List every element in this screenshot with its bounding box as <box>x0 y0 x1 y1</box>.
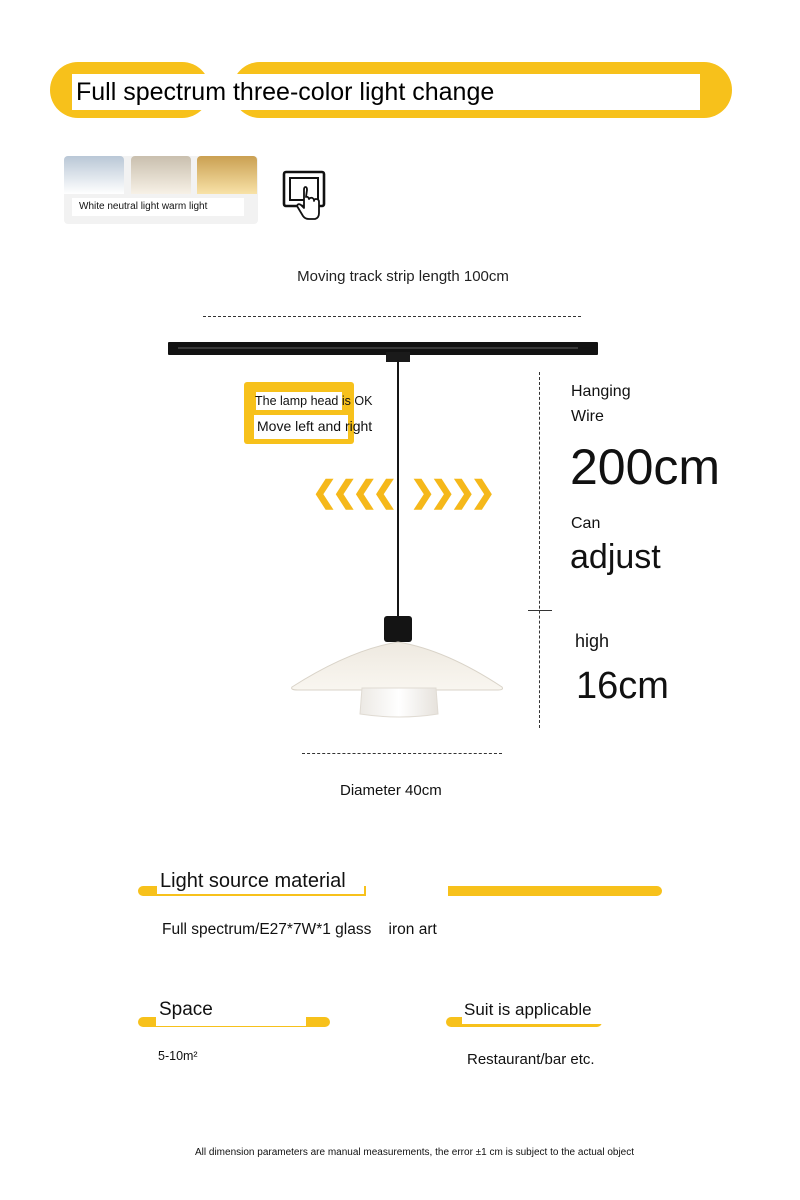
measurement-disclaimer: All dimension parameters are manual measurements, the error ±1 cm is subject to the actual object <box>195 1147 635 1158</box>
height-label: high <box>575 631 610 651</box>
diameter-dimension-line <box>302 753 502 754</box>
page-title: Full spectrum three-color light change <box>76 78 495 106</box>
adjust-label: adjust <box>570 538 661 576</box>
hanging-label-line-1: Hanging <box>571 383 631 400</box>
arrow-right-icon: ❯❯❯❯ <box>410 476 491 509</box>
color-mode-label: White neutral light warm light <box>79 201 208 212</box>
diameter-label: Diameter 40cm <box>340 782 442 799</box>
hanging-wire-length: 200cm <box>570 439 721 495</box>
white-light-swatch <box>64 156 124 194</box>
space-value: 5-10m² <box>158 1049 198 1063</box>
suit-title: Suit is applicable <box>464 1000 592 1019</box>
hanging-wire-dimension-tick <box>528 610 552 611</box>
warm-light-swatch <box>197 156 257 194</box>
hanging-wire-dimension-line <box>539 372 540 728</box>
height-value: 16cm <box>576 665 669 707</box>
light-source-value: Full spectrum/E27*7W*1 glass iron art <box>162 921 437 938</box>
space-title: Space <box>159 999 213 1020</box>
neutral-light-swatch <box>131 156 191 194</box>
movable-note-line-1: The lamp head is OK <box>255 394 373 408</box>
hanging-label-line-2: Wire <box>571 408 604 425</box>
suit-value: Restaurant/bar etc. <box>467 1051 595 1068</box>
wall-switch-icon <box>282 170 328 222</box>
pendant-lamp-illustration <box>280 360 520 730</box>
light-source-title: Light source material <box>160 870 346 892</box>
movable-note-line-2: Move left and right <box>257 418 373 434</box>
track-length-label: Moving track strip length 100cm <box>297 268 509 285</box>
can-label: Can <box>571 515 601 532</box>
light-source-bar-gap <box>366 884 448 898</box>
arrow-left-icon: ❮❮❮❮ <box>312 476 393 509</box>
track-length-dimension-line <box>203 316 581 317</box>
track-rail-groove <box>178 347 578 349</box>
